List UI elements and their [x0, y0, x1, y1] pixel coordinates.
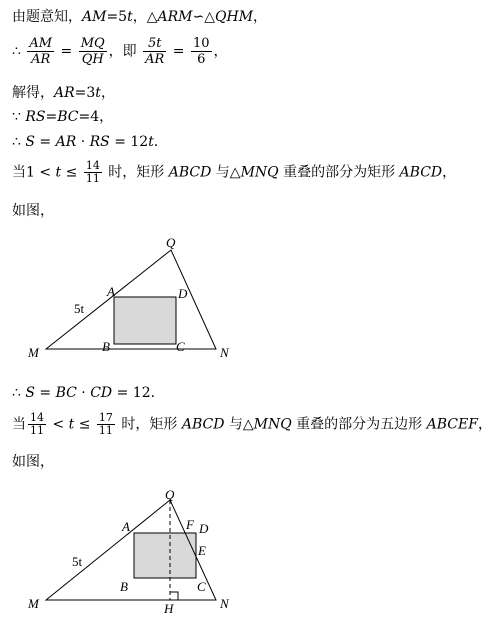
text: ， — [477, 416, 492, 433]
denominator: AR — [31, 52, 51, 67]
fraction — [97, 412, 115, 437]
numerator: MQ — [80, 36, 105, 51]
math-var: ABCD — [168, 164, 212, 181]
math-var: CD — [90, 385, 113, 401]
numerator: AM — [29, 36, 53, 51]
text-line-10 — [12, 453, 54, 471]
fraction — [27, 36, 54, 67]
math-var: AR — [55, 134, 77, 150]
numerator: 5t — [143, 36, 166, 52]
text: 重叠的部分为五边形 — [291, 416, 427, 433]
math-var: RS — [89, 134, 110, 150]
text: ∴ — [12, 43, 26, 60]
label-d: D — [178, 286, 188, 301]
numerator: 17 — [98, 411, 113, 424]
label-n: N — [220, 345, 229, 360]
text-line-5 — [12, 133, 168, 151]
rectangle-abcd — [134, 533, 196, 578]
denominator: 6 — [197, 52, 206, 67]
text: = 12 — [109, 134, 149, 150]
denominator: 11 — [85, 172, 100, 185]
text: ≤ — [74, 416, 95, 433]
label-f: F — [186, 517, 194, 532]
text: 时，矩形 — [116, 416, 182, 433]
text: = — [34, 134, 56, 150]
label-length: 5t — [74, 301, 85, 316]
text: =3 — [74, 85, 96, 101]
math-var: ABCD — [181, 416, 225, 433]
text: 由题意知， — [12, 9, 82, 25]
label-n: N — [220, 596, 229, 611]
label-a: A — [122, 519, 130, 534]
math-var: MNQ — [240, 164, 279, 181]
label-length: 5t — [72, 554, 83, 569]
text-line-7 — [12, 202, 54, 220]
label-h: H — [164, 601, 174, 616]
math-var: t — [148, 134, 154, 150]
math-var: t — [95, 85, 101, 101]
text: < — [48, 416, 69, 433]
math-var: AR — [54, 85, 75, 101]
text-line-4 — [12, 108, 113, 126]
math-var: S — [25, 385, 35, 401]
math-var: t — [68, 416, 75, 433]
label-c: C — [197, 579, 206, 594]
right-angle-mark — [170, 592, 178, 600]
math-var: RS — [25, 109, 46, 125]
math-var: QHM — [215, 9, 254, 25]
math-var: BC — [55, 385, 77, 401]
denominator: 11 — [98, 424, 113, 437]
fraction — [84, 160, 102, 185]
text: =4， — [78, 109, 114, 125]
text-line-3 — [12, 84, 115, 102]
label-b: B — [102, 339, 110, 354]
math-var: S — [25, 134, 35, 150]
text: 当 — [12, 416, 26, 433]
text: 与△ — [211, 164, 241, 181]
text: = — [45, 109, 58, 125]
math-var: AM — [82, 9, 107, 25]
text-line-1 — [12, 8, 267, 26]
numerator: 10 — [192, 36, 210, 51]
text: · — [76, 385, 91, 401]
label-d: D — [199, 521, 209, 536]
text: ∴ — [12, 134, 26, 150]
text: 解得， — [12, 85, 54, 101]
numerator: 14 — [30, 411, 44, 424]
text: · — [76, 134, 90, 150]
text-line-2 — [12, 36, 228, 67]
label-q: Q — [166, 235, 176, 250]
text: = — [56, 43, 77, 60]
label-c: C — [176, 339, 185, 354]
text: ∵ — [12, 109, 26, 125]
math-var: ARM — [157, 9, 193, 25]
denominator: 11 — [30, 424, 44, 437]
label-m: M — [28, 345, 39, 360]
text: 时，矩形 — [103, 164, 169, 181]
rectangle-abcd — [114, 297, 176, 344]
text: 如图， — [12, 454, 54, 470]
math-var: BC — [57, 109, 79, 125]
text: = — [34, 385, 56, 401]
text: ， — [100, 85, 115, 101]
math-var: ABCD — [399, 164, 443, 181]
text: ， — [442, 164, 457, 181]
label-q: Q — [165, 487, 175, 502]
math-var: MNQ — [253, 416, 292, 433]
text: = — [168, 43, 189, 60]
text: ． — [153, 134, 168, 150]
fraction — [28, 412, 46, 437]
text: 如图， — [12, 203, 54, 219]
label-m: M — [28, 596, 39, 611]
fraction — [79, 36, 107, 67]
text: 与△ — [224, 416, 254, 433]
text: ∴ — [12, 385, 26, 401]
label-e: E — [198, 543, 206, 558]
math-var: t — [55, 164, 62, 181]
math-var: ABCEF — [426, 416, 478, 433]
figure-1 — [0, 230, 497, 365]
text: ，△ — [132, 9, 158, 25]
text: 1 < — [26, 164, 56, 181]
label-b: B — [120, 579, 128, 594]
fraction — [191, 36, 212, 67]
figure-2 — [0, 480, 497, 619]
fraction — [143, 36, 166, 67]
text: = 12． — [112, 385, 165, 401]
text: 当 — [12, 164, 26, 181]
math-var: t — [127, 9, 133, 25]
numerator: 14 — [85, 159, 100, 172]
text-line-8 — [12, 384, 165, 402]
text: ， — [213, 43, 228, 60]
text: 重叠的部分为矩形 — [278, 164, 400, 181]
text: ，即 — [108, 43, 142, 60]
text-line-6 — [12, 160, 456, 185]
denominator: AR — [145, 52, 165, 67]
text: ， — [253, 9, 268, 25]
text-line-9 — [12, 412, 492, 437]
label-a: A — [107, 284, 115, 299]
denominator: QH — [81, 52, 104, 67]
text: ≤ — [61, 164, 82, 181]
text: ∽△ — [192, 9, 216, 25]
text: =5 — [106, 9, 128, 25]
